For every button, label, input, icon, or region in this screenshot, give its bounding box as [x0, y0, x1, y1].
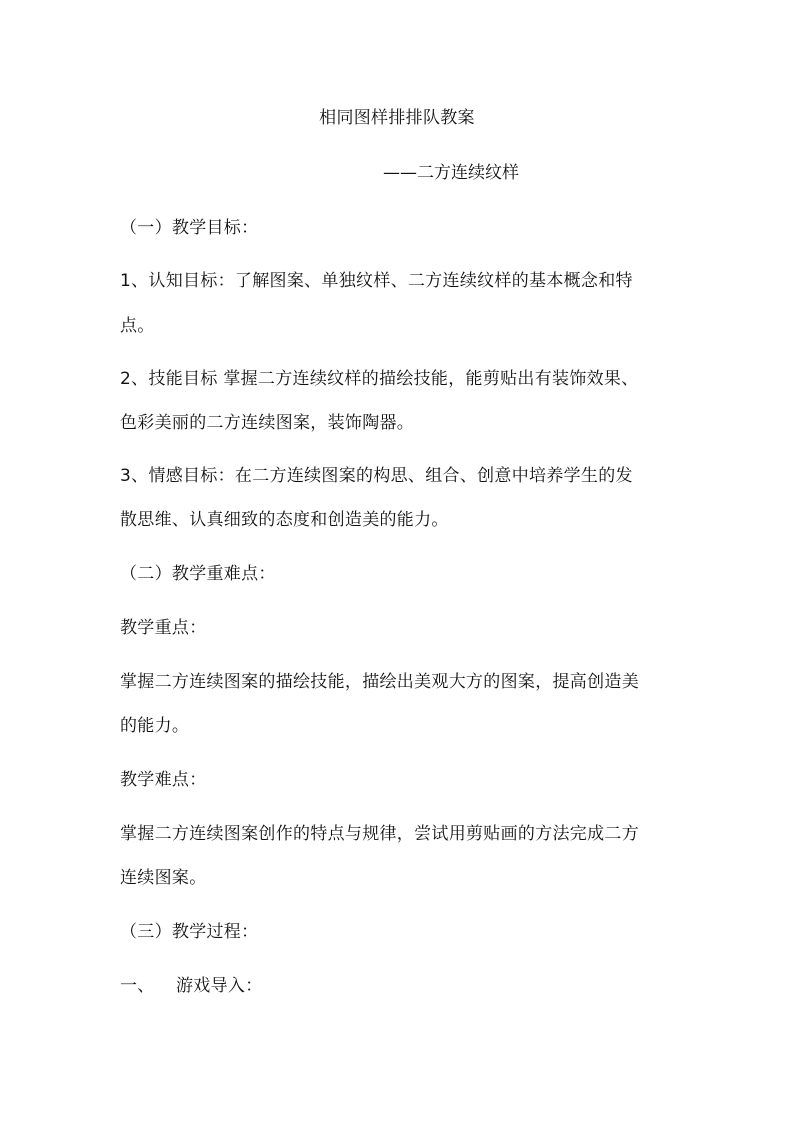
- document-title: 相同图样排排队教案: [319, 108, 475, 128]
- goal-emotion-line-2: 散思维、认真细致的态度和创造美的能力。: [120, 510, 449, 530]
- difficulty-line-1: 掌握二方连续图案创作的特点与规律，尝试用剪贴画的方法完成二方: [120, 824, 639, 844]
- goal-cognitive-line-2: 点。: [120, 316, 155, 336]
- goal-emotion-line-1: 3、情感目标：在二方连续图案的构思、组合、创意中培养学生的发: [120, 466, 633, 486]
- key-point-line-1: 掌握二方连续图案的描绘技能，描绘出美观大方的图案，提高创造美: [120, 672, 639, 692]
- step-1-number: 一、: [120, 976, 155, 996]
- step-1: [120, 976, 680, 996]
- goal-cognitive-line-1: 1、认知目标：了解图案、单独纹样、二方连续纹样的基本概念和特: [120, 271, 633, 291]
- goal-skill-line-2: 色彩美丽的二方连续图案，装饰陶器。: [120, 413, 415, 433]
- section-heading-objectives: （一）教学目标：: [120, 218, 259, 238]
- section-heading-process: （三）教学过程：: [120, 922, 259, 942]
- key-point-line-2: 的能力。: [120, 716, 190, 736]
- step-1-text: 游戏导入：: [176, 976, 263, 996]
- difficulty-label: 教学难点：: [120, 770, 207, 790]
- key-point-label: 教学重点：: [120, 618, 207, 638]
- document-subtitle: ——二方连续纹样: [383, 163, 519, 183]
- section-heading-key-points: （二）教学重难点：: [120, 564, 276, 584]
- goal-skill-line-1: 2、技能目标 掌握二方连续纹样的描绘技能，能剪贴出有装饰效果、: [120, 369, 639, 389]
- difficulty-line-2: 连续图案。: [120, 868, 207, 888]
